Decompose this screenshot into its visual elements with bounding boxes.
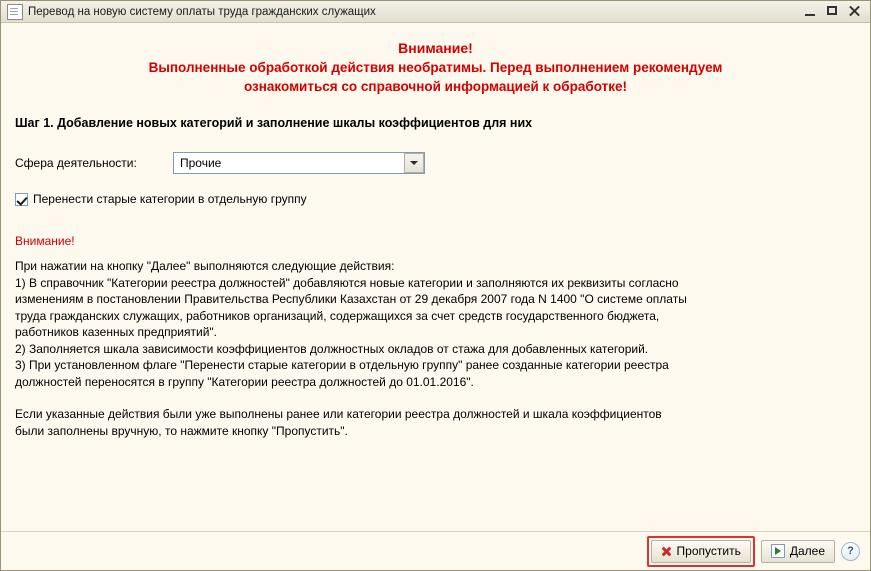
next-button[interactable]	[761, 540, 835, 563]
help-button[interactable]: ?	[841, 542, 860, 561]
warning-line-1: Выполненные обработкой действия необратимы. Перед выполнением рекомендуем	[148, 60, 723, 75]
minimize-icon[interactable]	[804, 5, 817, 18]
notice-item3-line1: 3) При установленном флаге "Перенести старые категории в отдельную группу" ранее созданные категории реестра	[15, 358, 669, 372]
step-title: Шаг 1. Добавление новых категорий и заполнение шкалы коэффициентов для них	[15, 116, 533, 130]
notice-item1-line2: изменениям в постановлении Правительства Республики Казахстан от 29 декабря 2007 года N 1400 "О системе оплаты	[15, 292, 687, 306]
notice-body	[15, 258, 856, 439]
main-content	[1, 23, 870, 531]
next-button-label: Далее	[789, 544, 825, 558]
notice-item1-line1: 1) В справочник "Категории реестра должностей" добавляются новые категории и заполняются их реквизиты согласно	[15, 275, 679, 290]
notice-item1-line3: труда гражданских служащих, работников организаций, содержащихся за счет средств государственного бюджета,	[15, 308, 660, 323]
transfer-old-categories-checkbox-row[interactable]	[15, 192, 856, 206]
window-title: Перевод на новую систему оплаты труда гражданских служащих	[28, 5, 376, 18]
notice-heading: Внимание!	[15, 234, 75, 248]
warning-banner	[15, 39, 856, 96]
warning-title: Внимание!	[398, 40, 473, 56]
activity-field-label: Сфера деятельности:	[15, 156, 137, 170]
document-icon	[7, 4, 23, 20]
window-controls	[804, 5, 866, 18]
caret-glyph	[410, 161, 418, 165]
skip-button-highlight	[647, 536, 755, 567]
notice-item3-line2: должностей переносятся в группу "Категории реестра должностей до 01.01.2016".	[15, 374, 474, 389]
notice-intro: При нажатии на кнопку "Далее" выполняются следующие действия:	[15, 259, 395, 273]
notice-tail-line2: были заполнены вручную, то нажмите кнопку "Пропустить".	[15, 423, 348, 438]
title-bar	[1, 1, 870, 23]
transfer-old-categories-checkbox[interactable]	[15, 193, 28, 206]
notice-item2: 2) Заполняется шкала зависимости коэффициентов должностных окладов от стажа для добавленных категорий.	[15, 341, 649, 356]
chevron-down-icon[interactable]	[404, 153, 424, 173]
notice-tail-line1: Если указанные действия были уже выполнены ранее или категории реестра должностей и шкала коэффициентов	[15, 407, 662, 421]
warning-line-2: ознакомиться со справочной информацией к обработке!	[243, 79, 627, 94]
client-area	[1, 23, 870, 570]
skip-button[interactable]	[651, 540, 751, 563]
skip-button-label: Пропустить	[676, 544, 741, 558]
transfer-old-categories-label: Перенести старые категории в отдельную группу	[33, 192, 307, 206]
maximize-icon[interactable]	[826, 5, 839, 18]
activity-combobox[interactable]	[173, 152, 425, 174]
activity-field-row	[15, 152, 856, 174]
play-next-icon	[771, 544, 785, 558]
notice-item1-line4: работников казенных предприятий".	[15, 325, 217, 339]
activity-combobox-value: Прочие	[180, 156, 222, 170]
close-icon[interactable]	[848, 5, 861, 18]
red-x-icon	[661, 546, 672, 557]
footer-bar	[1, 531, 870, 570]
paragraph-spacer	[15, 390, 856, 406]
